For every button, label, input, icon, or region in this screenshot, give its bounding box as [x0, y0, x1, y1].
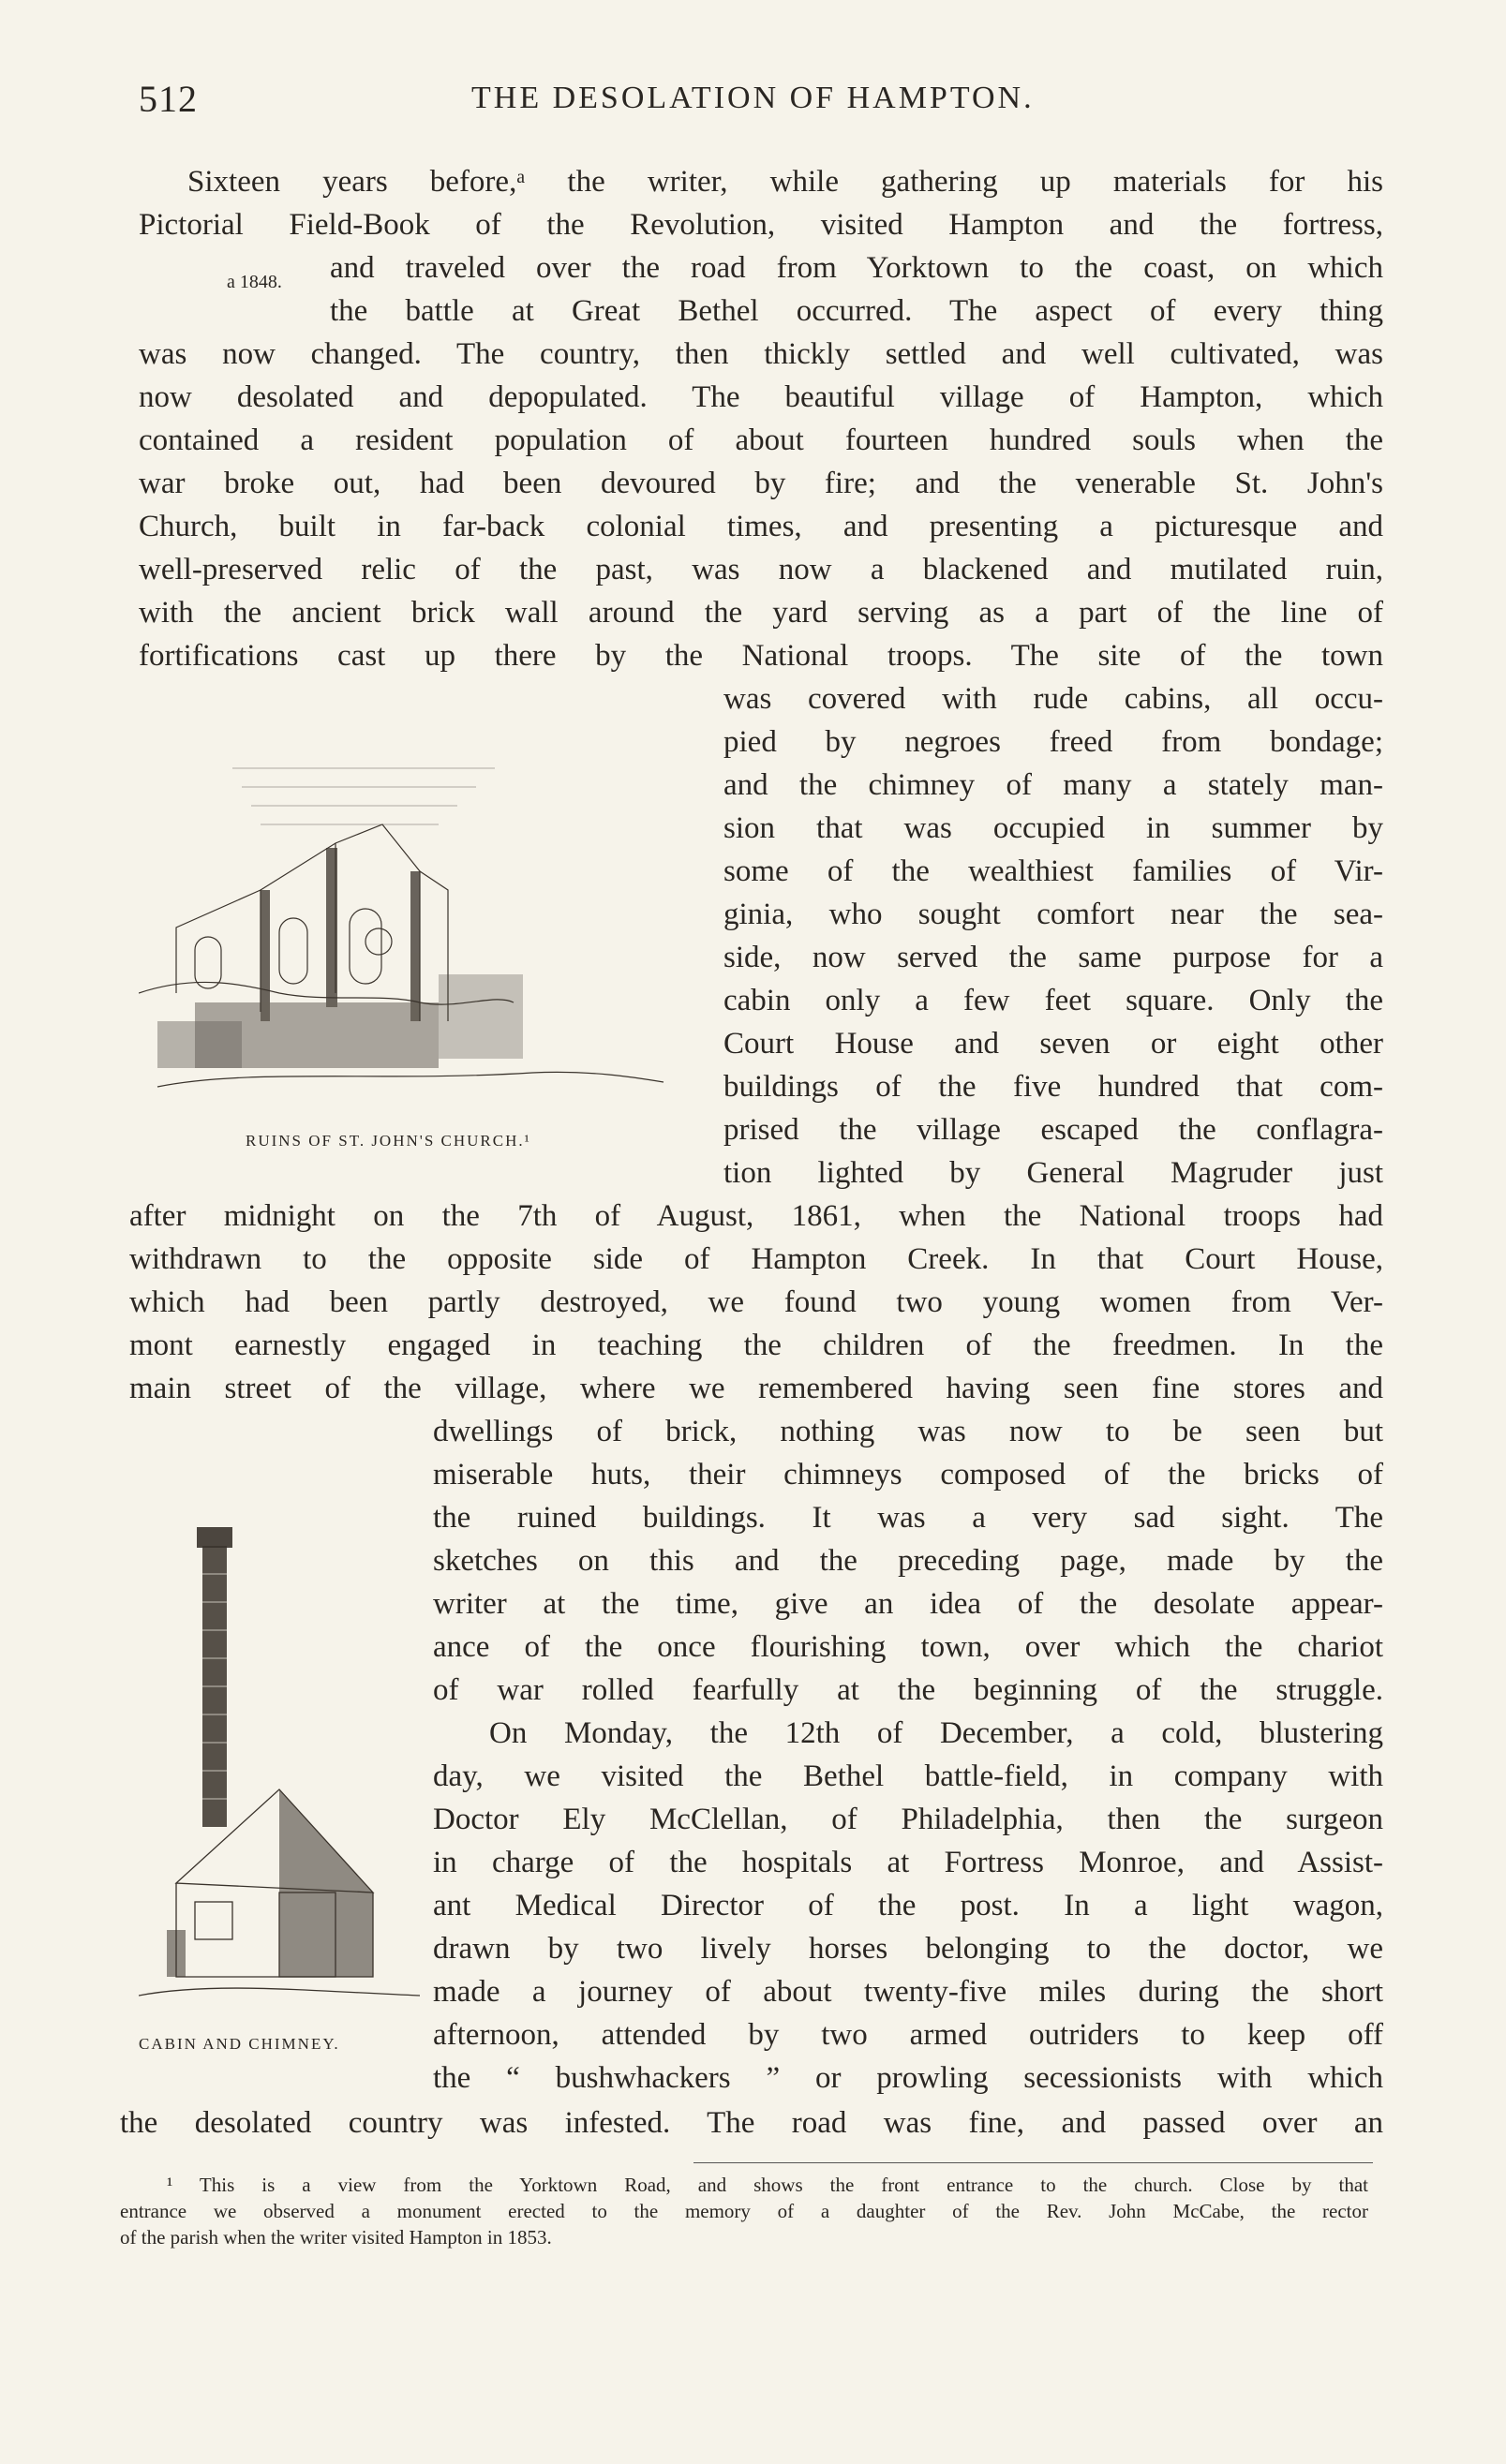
church-caption: RUINS OF ST. JOHN'S CHURCH.¹ [246, 1132, 531, 1150]
text-line: Church, built in far-back colonial times, and presenting a picturesque and [139, 510, 1383, 543]
text-line: buildings of the five hundred that com- [723, 1070, 1383, 1104]
text-line: of war rolled fearfully at the beginning of the struggle. [433, 1673, 1383, 1707]
text-line: day, we visited the Bethel battle-field, in company with [433, 1759, 1383, 1793]
text-line: fortifications cast up there by the National troops. The site of the town [139, 639, 1383, 673]
margin-note: a 1848. [227, 272, 282, 292]
text-line: Doctor Ely McClellan, of Philadelphia, then the surgeon [433, 1803, 1383, 1836]
footnote-line: ¹ This is a view from the Yorktown Road, and shows the front entrance to the church. Close by that [167, 2174, 1368, 2196]
text-line: ant Medical Director of the post. In a light wagon, [433, 1889, 1383, 1922]
text-line: and traveled over the road from Yorktown to the coast, on which [330, 251, 1383, 285]
text-line: was now changed. The country, then thickly settled and well cultivated, was [139, 337, 1383, 371]
text-line: ginia, who sought comfort near the sea- [723, 898, 1383, 931]
text-line: made a journey of about twenty-five miles during the short [433, 1975, 1383, 2009]
text-line: the “ bushwhackers ” or prowling secessionists with which [433, 2061, 1383, 2095]
cabin-chimney-engraving [139, 1490, 420, 2014]
text-line: ance of the once flourishing town, over which the chariot [433, 1630, 1383, 1664]
text-line: cabin only a few feet square. Only the [723, 984, 1383, 1017]
church-ruin-engraving [139, 712, 682, 1106]
text-line: dwellings of brick, nothing was now to be seen but [433, 1415, 1383, 1448]
footnote-line: entrance we observed a monument erected to the memory of a daughter of the Rev. John McCabe, the rector [120, 2200, 1368, 2222]
text-line: miserable huts, their chimneys composed of the bricks of [433, 1458, 1383, 1492]
text-line: the desolated country was infested. The road was fine, and passed over an [120, 2106, 1383, 2140]
footnote-rule [693, 2162, 1373, 2163]
text-line: Pictorial Field-Book of the Revolution, visited Hampton and the fortress, [139, 208, 1383, 242]
text-line: now desolated and depopulated. The beautiful village of Hampton, which [139, 380, 1383, 414]
text-line: withdrawn to the opposite side of Hampton Creek. In that Court House, [129, 1242, 1383, 1276]
footnote-line: of the parish when the writer visited Hampton in 1853. [120, 2226, 552, 2249]
text-line: writer at the time, give an idea of the desolate appear- [433, 1587, 1383, 1621]
text-line: the battle at Great Bethel occurred. The aspect of every thing [330, 294, 1383, 328]
text-line: the ruined buildings. It was a very sad sight. The [433, 1501, 1383, 1535]
text-line: main street of the village, where we remembered having seen fine stores and [129, 1372, 1383, 1405]
text-line: in charge of the hospitals at Fortress Monroe, and Assist- [433, 1846, 1383, 1879]
page-number: 512 [139, 78, 198, 120]
text-line: pied by negroes freed from bondage; [723, 725, 1383, 759]
text-line: drawn by two lively horses belonging to the doctor, we [433, 1932, 1383, 1966]
text-line: some of the wealthiest families of Vir- [723, 854, 1383, 888]
text-line: Sixteen years before,ᵃ the writer, while gathering up materials for his [187, 165, 1383, 199]
text-line: mont earnestly engaged in teaching the children of the freedmen. In the [129, 1328, 1383, 1362]
page-header [139, 77, 1365, 124]
text-line: war broke out, had been devoured by fire; and the venerable St. John's [139, 467, 1383, 500]
text-line: sketches on this and the preceding page, made by the [433, 1544, 1383, 1578]
text-line: Court House and seven or eight other [723, 1027, 1383, 1061]
text-line: well-preserved relic of the past, was now a blackened and mutilated ruin, [139, 553, 1383, 586]
text-line: contained a resident population of about fourteen hundred souls when the [139, 423, 1383, 457]
text-line: sion that was occupied in summer by [723, 811, 1383, 845]
text-line: tion lighted by General Magruder just [723, 1156, 1383, 1190]
text-line: with the ancient brick wall around the yard serving as a part of the line of [139, 596, 1383, 630]
text-line: On Monday, the 12th of December, a cold, blustering [489, 1716, 1383, 1750]
text-line: side, now served the same purpose for a [723, 941, 1383, 974]
text-line: was covered with rude cabins, all occu- [723, 682, 1383, 716]
text-line: afternoon, attended by two armed outriders to keep off [433, 2018, 1383, 2052]
cabin-caption: CABIN AND CHIMNEY. [139, 2035, 340, 2053]
text-line: which had been partly destroyed, we found two young women from Ver- [129, 1285, 1383, 1319]
text-line: after midnight on the 7th of August, 1861, when the National troops had [129, 1199, 1383, 1233]
running-title: THE DESOLATION OF HAMPTON. [471, 81, 1035, 115]
text-line: prised the village escaped the conflagra- [723, 1113, 1383, 1147]
text-line: and the chimney of many a stately man- [723, 768, 1383, 802]
